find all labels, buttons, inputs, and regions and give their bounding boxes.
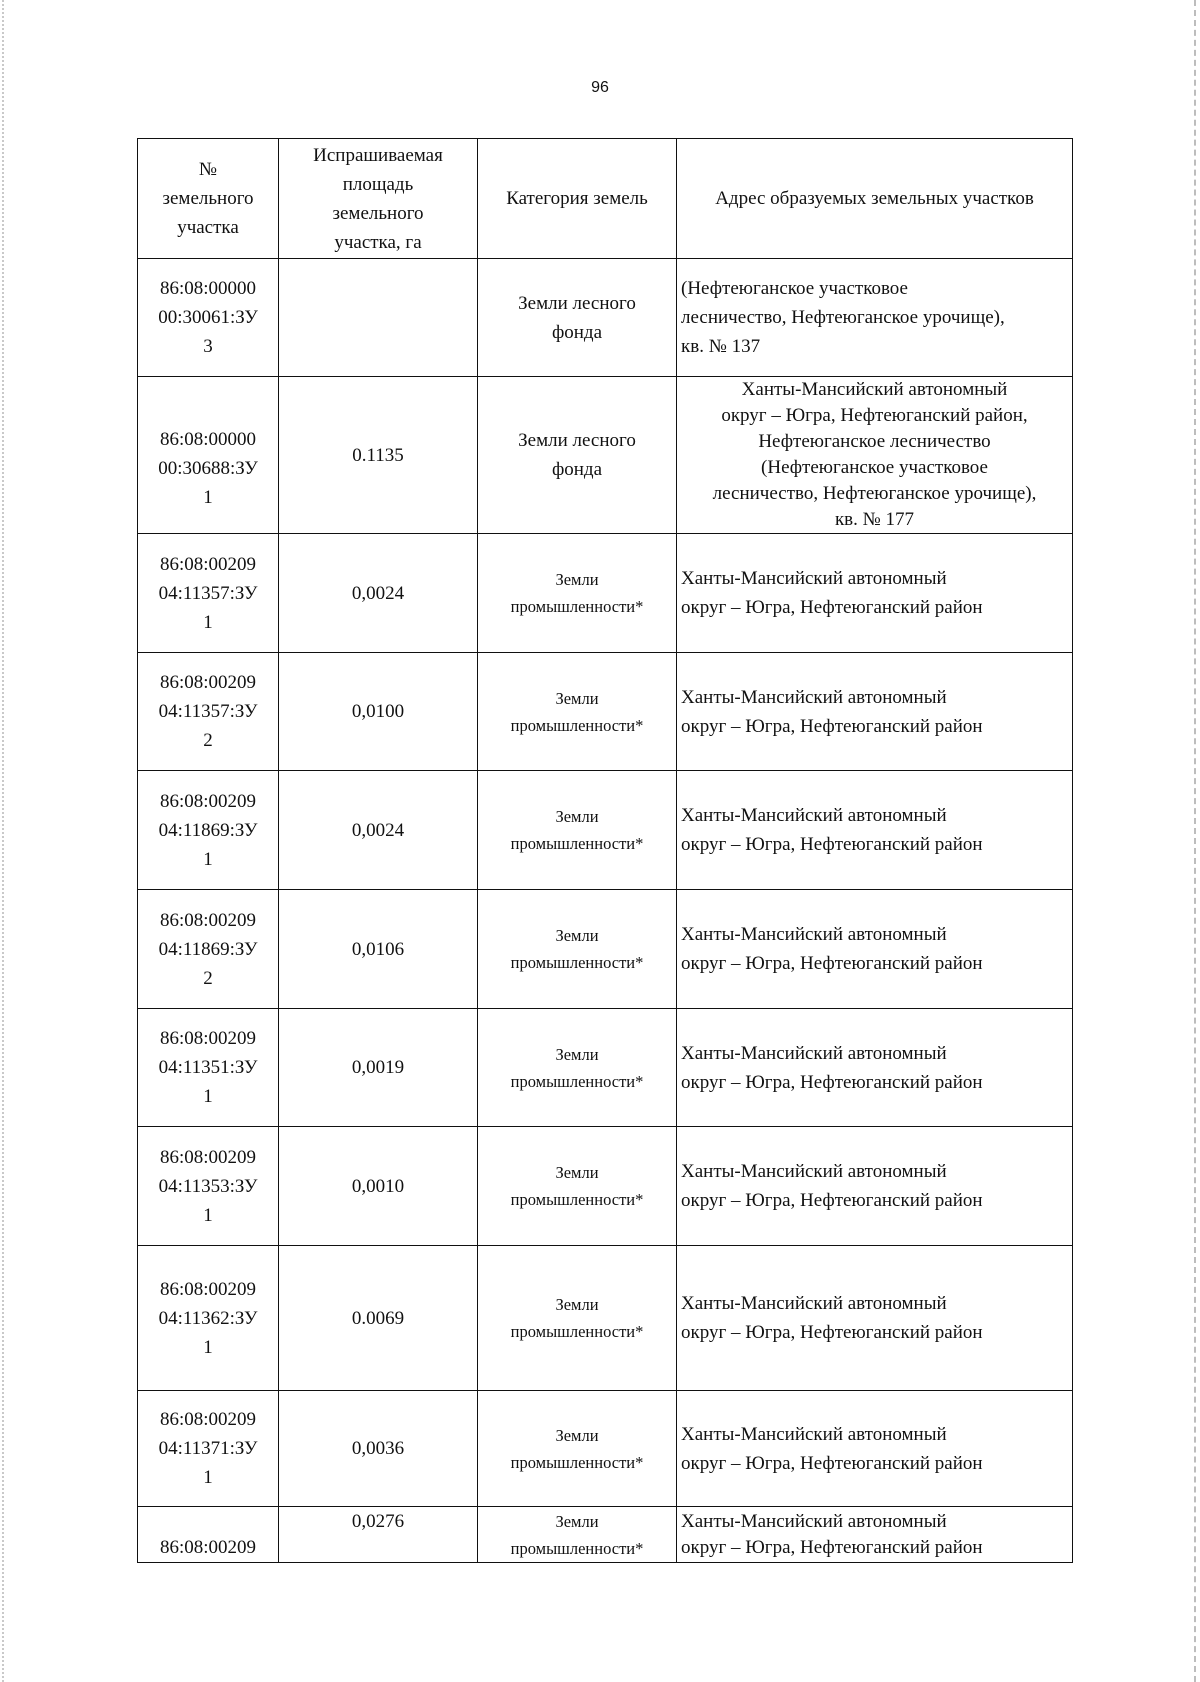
plot-address: Ханты-Мансийский автономный округ – Югра, Нефтеюганский район: [677, 771, 1073, 890]
scan-edge-left: [2, 0, 7, 1682]
header-plot-number: № земельного участка: [138, 139, 279, 259]
header-requested-area: Испрашиваемая площадь земельного участка, га: [279, 139, 478, 259]
table-row: [138, 259, 1073, 377]
table-row: [138, 1391, 1073, 1507]
plot-address: Ханты-Мансийский автономный округ – Югра, Нефтеюганский район: [677, 890, 1073, 1009]
plot-number: 86:08:00000 00:30688:ЗУ 1: [138, 377, 279, 534]
plot-number: 86:08:00209 04:11351:ЗУ 1: [138, 1009, 279, 1127]
table-header-row: [138, 139, 1073, 259]
plot-number: 86:08:00209 04:11362:ЗУ 1: [138, 1246, 279, 1391]
plot-area: [279, 259, 478, 377]
land-category: Земли промышленности*: [478, 1246, 677, 1391]
land-category: Земли промышленности*: [478, 653, 677, 771]
plot-area: 0,0024: [279, 771, 478, 890]
land-category: Земли промышленности*: [478, 1507, 677, 1563]
plot-area: 0,0036: [279, 1391, 478, 1507]
table-row: [138, 377, 1073, 534]
plot-address: Ханты-Мансийский автономный округ – Югра, Нефтеюганский район: [677, 1391, 1073, 1507]
land-category: Земли промышленности*: [478, 534, 677, 653]
plot-number: 86:08:00209 04:11869:ЗУ 1: [138, 771, 279, 890]
plot-area: 0,0010: [279, 1127, 478, 1246]
table-row: [138, 890, 1073, 1009]
plot-address: (Нефтеюганское участковое лесничество, Нефтеюганское урочище), кв. № 137: [677, 259, 1073, 377]
plot-address: Ханты-Мансийский автономный округ – Югра, Нефтеюганский район, Нефтеюганское лесничество (Нефтеюганское участковое лесничество, Нефтеюганское урочище), кв. № 177: [677, 377, 1073, 534]
plot-address: Ханты-Мансийский автономный округ – Югра, Нефтеюганский район: [677, 653, 1073, 771]
plot-number: 86:08:00209 04:11869:ЗУ 2: [138, 890, 279, 1009]
scan-edge-right: [1191, 0, 1196, 1682]
table-row: [138, 1127, 1073, 1246]
plot-address: Ханты-Мансийский автономный округ – Югра, Нефтеюганский район: [677, 1507, 1073, 1563]
plot-area: 0,0019: [279, 1009, 478, 1127]
plot-area: 0,0100: [279, 653, 478, 771]
plot-area: 0.1135: [279, 377, 478, 534]
table-row: [138, 1507, 1073, 1563]
table-row: [138, 653, 1073, 771]
plot-area: 0,0106: [279, 890, 478, 1009]
plot-number: 86:08:00209 04:11357:ЗУ 2: [138, 653, 279, 771]
land-category: Земли промышленности*: [478, 1391, 677, 1507]
plot-area: 0,0276: [279, 1507, 478, 1563]
land-category: Земли промышленности*: [478, 1127, 677, 1246]
table-row: [138, 771, 1073, 890]
plot-address: Ханты-Мансийский автономный округ – Югра, Нефтеюганский район: [677, 534, 1073, 653]
land-category: Земли промышленности*: [478, 1009, 677, 1127]
plot-address: Ханты-Мансийский автономный округ – Югра, Нефтеюганский район: [677, 1009, 1073, 1127]
plot-number: 86:08:00209 04:11353:ЗУ 1: [138, 1127, 279, 1246]
land-category: Земли лесного фонда: [478, 377, 677, 534]
plot-number: 86:08:00209: [138, 1507, 279, 1563]
table-row: [138, 1246, 1073, 1391]
land-category: Земли промышленности*: [478, 771, 677, 890]
plot-area: 0,0024: [279, 534, 478, 653]
land-category: Земли лесного фонда: [478, 259, 677, 377]
plot-address: Ханты-Мансийский автономный округ – Югра, Нефтеюганский район: [677, 1127, 1073, 1246]
land-category: Земли промышленности*: [478, 890, 677, 1009]
table-row: [138, 1009, 1073, 1127]
plot-area: 0.0069: [279, 1246, 478, 1391]
page-number: 96: [591, 79, 609, 96]
header-land-category: Категория земель: [478, 139, 677, 259]
header-address: Адрес образуемых земельных участков: [677, 139, 1073, 259]
plot-number: 86:08:00209 04:11357:ЗУ 1: [138, 534, 279, 653]
land-plots-table: [137, 138, 1073, 1563]
table-row: [138, 534, 1073, 653]
plot-number: 86:08:00209 04:11371:ЗУ 1: [138, 1391, 279, 1507]
plot-number: 86:08:00000 00:30061:ЗУ 3: [138, 259, 279, 377]
plot-address: Ханты-Мансийский автономный округ – Югра, Нефтеюганский район: [677, 1246, 1073, 1391]
